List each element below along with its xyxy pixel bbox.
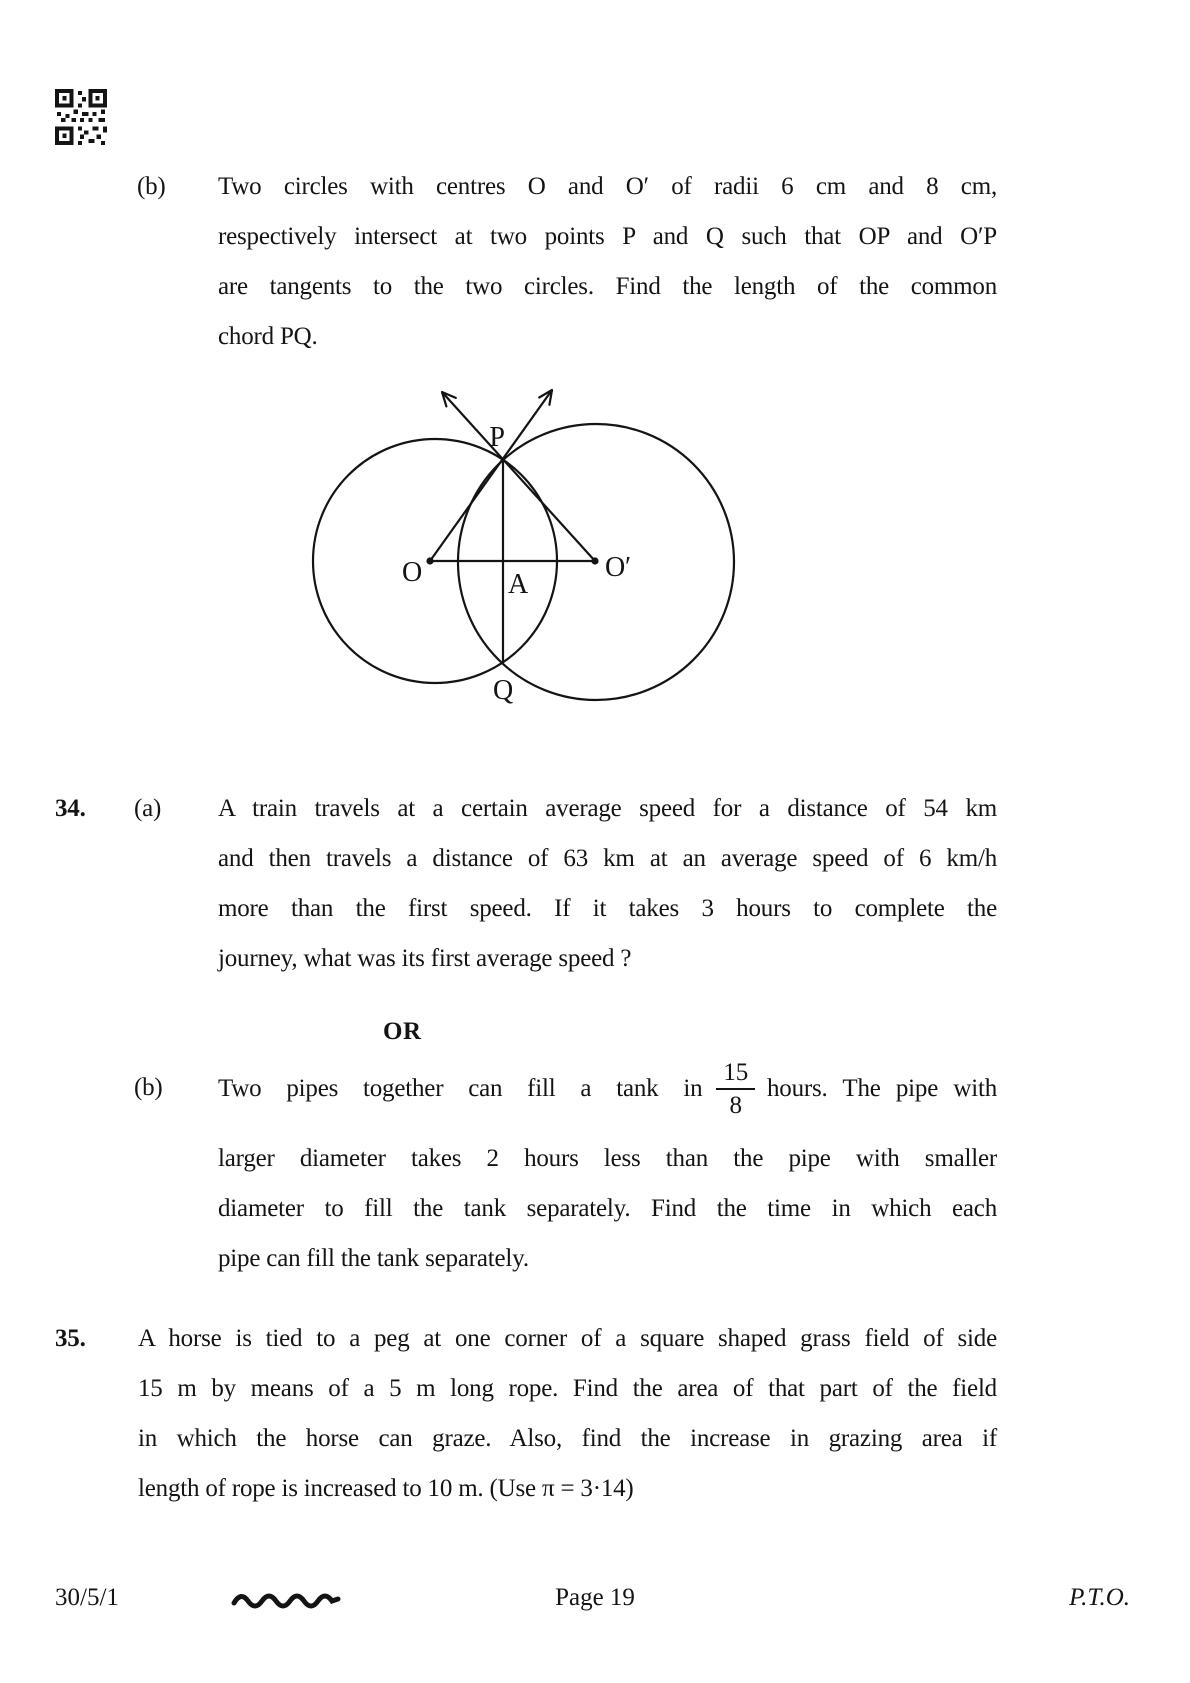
question-line: are tangents to the two circles. Find the length of the common [218,273,997,300]
pto-label: P.T.O. [1069,1584,1130,1611]
question-33b-text [218,162,997,362]
point-o-prime-dot [591,557,598,564]
question-line: journey, what was its first average speed ? [218,945,632,972]
question-34b-text [218,1134,997,1284]
question-line: length of rope is increased to 10 m. (Use π = 3·14) [138,1475,634,1502]
question-line: and then travels a distance of 63 km at an average speed of 6 km/h [218,845,997,872]
question-34a-text [218,784,997,984]
part-label-34b: (b) [134,1074,163,1101]
qr-code [55,88,107,146]
question-number-35: 35. [55,1325,86,1352]
question-line: in which the horse can graze. Also, find the increase in grazing area if [138,1425,997,1452]
question-34b-line1 [218,1057,997,1121]
question-line: 15 m by means of a 5 m long rope. Find the area of that part of the field [138,1375,997,1402]
or-separator: OR [383,1018,422,1045]
question-line: Two pipes together can fill a tank in [218,1075,703,1102]
part-label-33b: (b) [137,173,166,200]
label-a: A [508,569,529,600]
paper-code: 30/5/1 [55,1584,119,1611]
question-line: diameter to fill the tank separately. Find the time in which each [218,1195,997,1222]
question-line: respectively intersect at two points P and Q such that OP and O′P [218,223,997,250]
tangent-ray-op [430,390,552,561]
label-o-prime: O′ [605,552,631,583]
question-line: more than the first speed. If it takes 3 hours to complete the [218,895,997,922]
circles-diagram [280,355,755,705]
page-number: Page 19 [555,1584,635,1611]
fraction-15-8 [716,1059,755,1119]
question-line: A train travels at a certain average speed for a distance of 54 km [218,795,997,822]
part-label-34a: (a) [134,795,162,822]
question-line: chord PQ. [218,323,318,350]
question-line: hours. The pipe with [767,1075,997,1102]
question-number-34: 34. [55,795,86,822]
label-o: O [401,557,423,588]
fraction-denominator: 8 [729,1092,742,1119]
fraction-numerator: 15 [716,1059,755,1090]
question-line: A horse is tied to a peg at one corner of a square shaped grass field of side [138,1325,997,1352]
tangent-ray-o-prime-p [442,392,595,561]
point-o-dot [426,557,433,564]
label-p: P [489,422,505,453]
label-q: Q [492,675,514,705]
question-35-text [138,1314,997,1514]
question-line: Two circles with centres O and O′ of radii 6 cm and 8 cm, [218,173,997,200]
question-line: larger diameter takes 2 hours less than the pipe with smaller [218,1145,997,1172]
question-line: pipe can fill the tank separately. [218,1245,529,1272]
